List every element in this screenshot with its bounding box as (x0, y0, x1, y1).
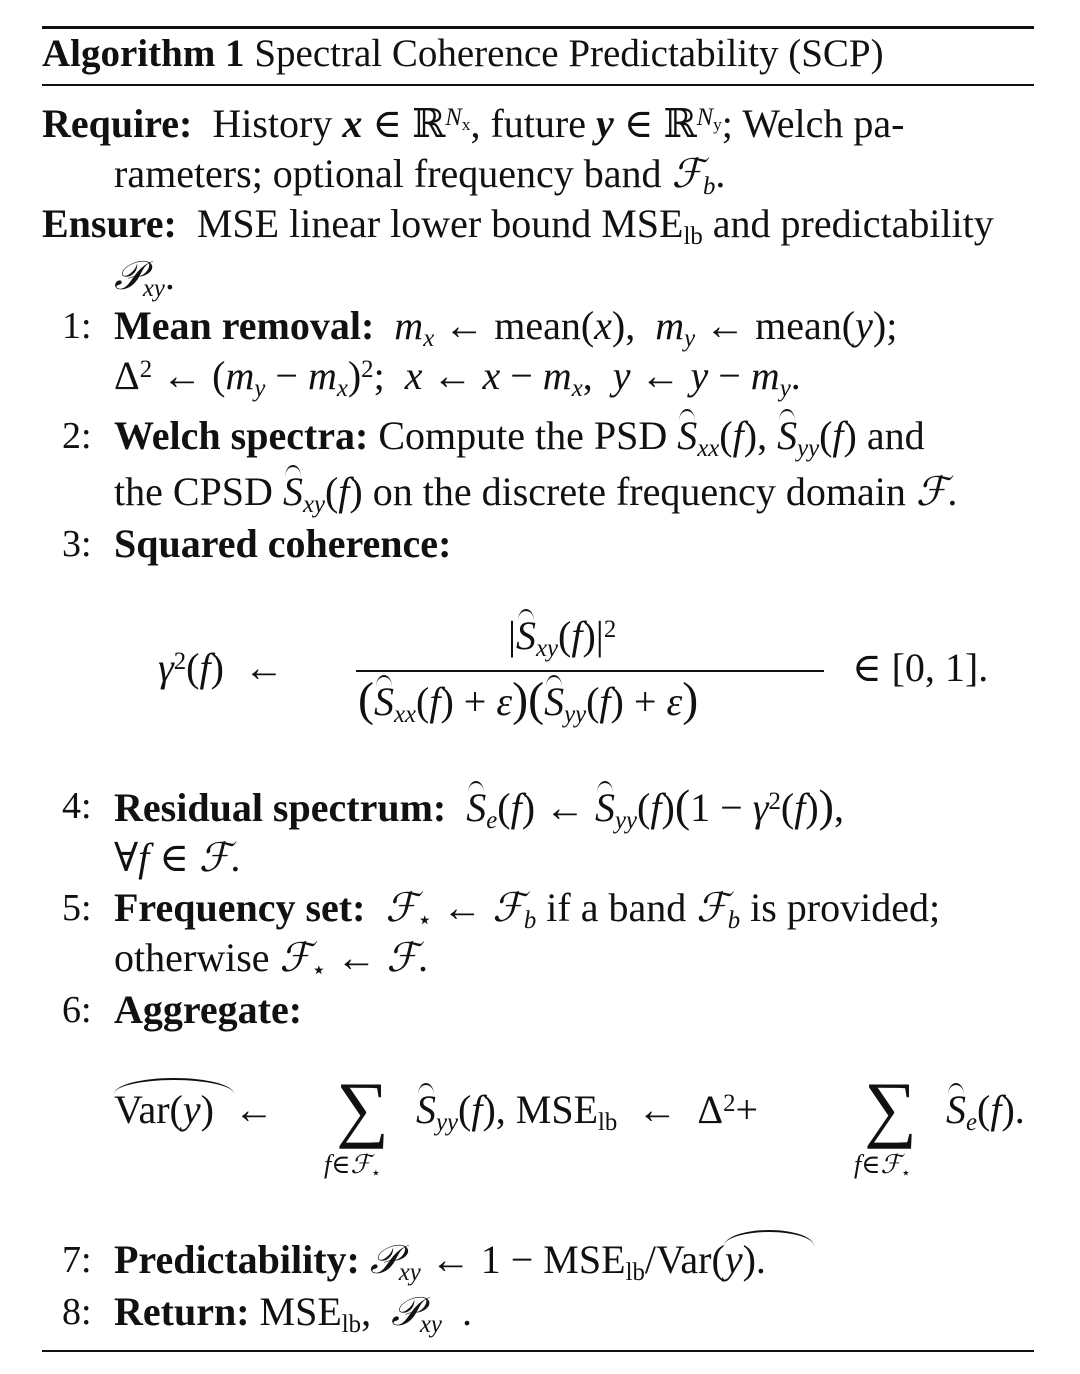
require-line-2: rameters; optional frequency band ℱ$_b$. (114, 151, 726, 201)
require-line-1 (42, 100, 904, 148)
sum-index-1: f∈ℱ$_⋆$ (324, 1150, 382, 1182)
step-8-label: Return: (114, 1289, 250, 1334)
sum-symbol-2: ∑ (864, 1068, 917, 1150)
sum-index-2: f∈ℱ$_⋆$ (854, 1150, 912, 1182)
ensure-line-1 (42, 200, 994, 251)
aggregate-var-rhs: $S_{yy}(f)$, $MSE_{lb}$ ← $\Delta^2+$ (416, 1087, 759, 1137)
coherence-numerator: $|S_{xy}(f)|^2$ (508, 613, 617, 663)
aggregate-mse-rhs: $S_e(f)$. (946, 1087, 1025, 1137)
require-text-1: History x ∈ ℝ$^{N_x}$, future y ∈ ℝ$^{N_y}$; Welch pa- (212, 101, 905, 146)
step-6-number: 6: (62, 989, 92, 1031)
step-5-label: Frequency set: (114, 885, 366, 930)
step-7-label: Predictability: (114, 1237, 360, 1282)
algorithm-caption (42, 30, 884, 78)
ensure-line-2: 𝒫$_{xy}$. (114, 253, 175, 303)
coherence-fraction-bar (356, 670, 824, 672)
var-widehat-2 (724, 1230, 814, 1246)
bottom-rule (42, 1350, 1034, 1352)
coherence-range: ∈ [0, 1]. (852, 645, 989, 690)
step-3-number: 3: (62, 523, 92, 565)
sum-symbol-1: ∑ (336, 1068, 389, 1150)
algorithm-title: Spectral Coherence Predictability (SCP) (254, 32, 884, 75)
step-8-number: 8: (62, 1291, 92, 1333)
require-label: Require: (42, 101, 193, 146)
caption-rule (42, 84, 1034, 86)
step-4-number: 4: (62, 785, 92, 827)
step-2-line-1: Welch spectra: Compute the PSD $S_{xx}(f)$, $S_{yy}(f)$ and (114, 413, 925, 463)
top-rule (42, 26, 1034, 29)
step-3-label: Squared coherence: (114, 521, 452, 566)
step-7-line-1: Predictability: 𝒫$_{xy}$ ← $1 - MSE_{lb}/Var(y)$. (114, 1237, 766, 1287)
aggregate-var-lhs: Var(y) ← (114, 1087, 274, 1132)
step-1-label: Mean removal: (114, 303, 375, 348)
coherence-lhs: $\gamma^2(f)$ ← (158, 645, 284, 690)
coherence-denominator: $(S_{xx}(f) + \varepsilon)(S_{yy}(f) + \varepsilon)$ (358, 673, 699, 729)
step-5-line-2: otherwise ℱ$_⋆$ ← ℱ. (114, 935, 428, 985)
step-5-line-1: Frequency set: ℱ$_⋆$ ← ℱ$_b$ if a band ℱ$_b$ is provided; (114, 885, 941, 935)
step-4-label: Residual spectrum: (114, 785, 447, 830)
step-2-number: 2: (62, 415, 92, 457)
step-2-label: Welch spectra: (114, 413, 369, 458)
step-5-number: 5: (62, 887, 92, 929)
algorithm-label: Algorithm 1 (42, 32, 245, 75)
ensure-label: Ensure: (42, 201, 177, 246)
step-8-line-1: Return: $MSE_{lb}$, 𝒫$_{xy}$ . (114, 1289, 472, 1339)
step-2-line-2: the CPSD $S_{xy}(f)$ on the discrete frequency domain ℱ. (114, 469, 958, 519)
ensure-text-1: MSE linear lower bound $MSE_{lb}$ and predictability (196, 201, 994, 251)
step-4-line-2: ∀f ∈ ℱ. (114, 835, 241, 880)
step-1-number: 1: (62, 305, 92, 347)
step-4-line-1: Residual spectrum: $S_e(f)$ ← $S_{yy}(f)(1 - \gamma^2(f))$, (114, 780, 844, 835)
step-7-number: 7: (62, 1239, 92, 1281)
step-1-line-2: $\Delta^2$ ← $(m_y - m_x)^2$; x ← $x - m_x$, y ← $y - m_y$. (114, 353, 801, 403)
step-1-line-1: Mean removal: $m_x$ ← mean(x), $m_y$ ← mean(y); (114, 303, 898, 353)
step-6-line-1 (114, 986, 302, 1034)
step-3-line-1 (114, 520, 451, 568)
step-6-label: Aggregate: (114, 987, 303, 1032)
